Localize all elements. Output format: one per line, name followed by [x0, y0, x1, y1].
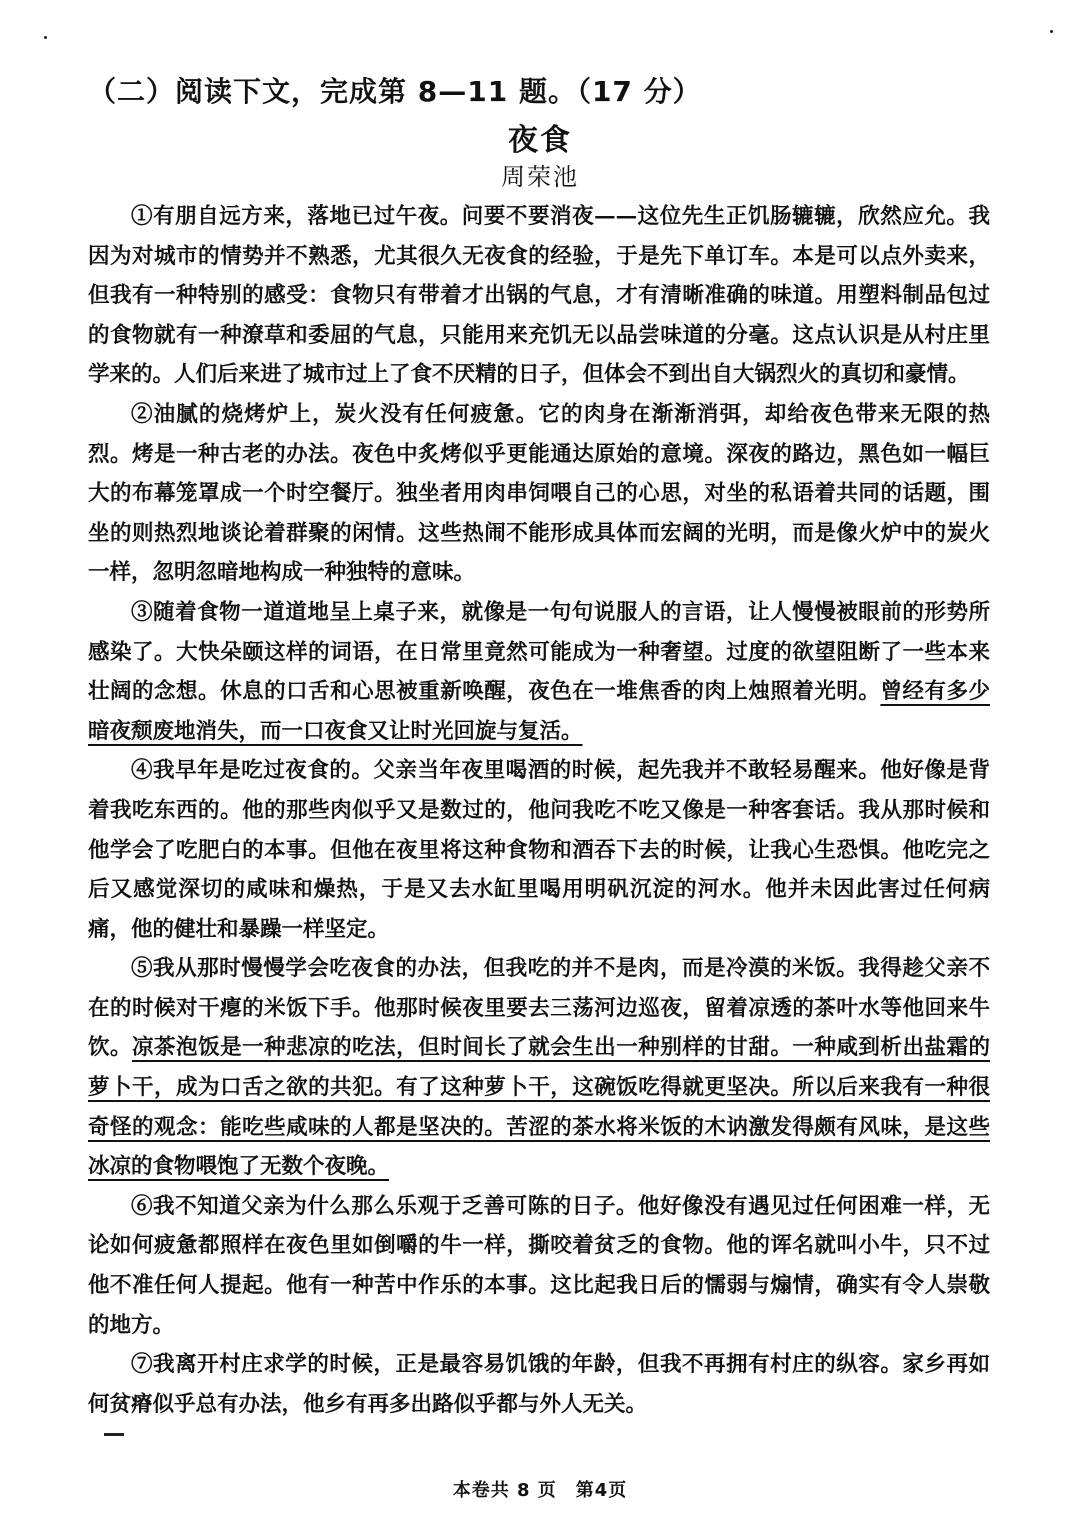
paragraph-text: ①有朋自远方来，落地已过午夜。问要不要消夜——这位先生正饥肠辘辘，欣然应允。我因为对城市的情势并不熟悉，尤其很久无夜食的经验，于是先下单订车。本是可以点外卖来，但我有一种特别的感受：食物只有带着才出锅的气息，才有清晰准确的味道。用塑料制品包过的食物就有一种潦草和委屈的气息，只能用来充饥无以品尝味道的分毫。这点认识是从村庄里学来的。人们后来进了城市过上了食不厌精的日子，但体会不到出自大锅烈火的真切和豪情。	[88, 204, 990, 388]
article-author: 周荣池	[501, 163, 579, 191]
section-heading: （二）阅读下文，完成第 8—11 题。（17 分）	[88, 75, 702, 108]
paragraph-text: ③随着食物一道道地呈上桌子来，就像是一句句说服人的言语，让人慢慢被眼前的形势所感染了。大快朵颐这样的词语，在日常里竟然可能成为一种奢望。过度的欲望阻断了一些本来壮阔的念想。休息的口舌和心思被重新唤醒，夜色在一堆焦香的肉上烛照着光明。	[88, 599, 990, 705]
paragraph-text: ⑥我不知道父亲为什么那么乐观于乏善可陈的日子。他好像没有遇见过任何困难一样，无论如何疲惫都照样在夜色里如倒嚼的牛一样，撕咬着贫乏的食物。他的诨名就叫小牛，只不过他不准任何人提起。他有一种苦中作乐的本事。这比起我日后的懦弱与煽情，确实有令人崇敬的地方。	[88, 1193, 990, 1338]
scan-speck	[44, 36, 47, 39]
article-body	[88, 197, 990, 1424]
paragraph-text: ⑦我离开村庄求学的时候，正是最容易饥饿的年龄，但我不再拥有村庄的纵容。家乡再如何贫瘠似乎总有办法，他乡有再多出路似乎都与外人无关。	[88, 1352, 990, 1417]
margin-mark	[104, 1433, 124, 1436]
paragraph-text: ②油腻的烧烤炉上，炭火没有任何疲惫。它的肉身在渐渐消弭，却给夜色带来无限的热烈。烤是一种古老的办法。夜色中炙烤似乎更能通达原始的意境。深夜的路边，黑色如一幅巨大的布幕笼罩成一个时空餐厅。独坐者用肉串饲喂自己的心思，对坐的私语着共同的话题，围坐的则热烈地谈论着群聚的闲情。这些热闹不能形成具体而宏阔的光明，而是像火炉中的炭火一样，忽明忽暗地构成一种独特的意味。	[88, 401, 990, 586]
paragraph-3	[88, 593, 990, 751]
scan-speck	[1050, 30, 1053, 33]
paragraph-text: ④我早年是吃过夜食的。父亲当年夜里喝酒的时候，起先我并不敢轻易醒来。他好像是背着我吃东西的。他的那些肉似乎又是数过的，他问我吃不吃又像是一种客套话。我从那时候和他学会了吃肥白的本事。但他在夜里将这种食物和酒吞下去的时候，让我心生恐惧。他吃完之后又感觉深切的咸味和燥热，于是又去水缸里喝用明矾沉淀的河水。他并未因此害过任何病痛，他的健壮和暴躁一样坚定。	[88, 758, 990, 942]
paragraph-2	[88, 395, 990, 593]
article-title: 夜食	[508, 123, 572, 158]
paragraph-4	[88, 751, 990, 949]
underlined-passage: 凉茶泡饭是一种悲凉的吃法，但时间长了就会生出一种别样的甘甜。一种咸到析出盐霜的萝卜干，成为口舌之欲的共犯。有了这种萝卜干，这碗饭吃得就更坚决。所以后来我有一种很奇怪的观念：能吃些咸味的人都是坚决的。苦涩的茶水将米饭的木讷激发得颇有风味，是这些冰凉的食物喂饱了无数个夜晚。	[88, 1035, 990, 1180]
underlined-sentence: 曾经有多少暗夜颓废地消失，而一口夜食又让时光回旋与复活。	[88, 679, 990, 744]
paragraph-1	[88, 197, 990, 395]
paragraph-text: ⑤我从那时慢慢学会吃夜食的办法，但我吃的并不是肉，而是冷漠的米饭。我得趁父亲不在的时候对干瘪的米饭下手。他那时候夜里要去三荡河边巡夜，留着凉透的茶叶水等他回来牛饮。	[88, 956, 990, 1061]
paragraph-6	[88, 1187, 990, 1345]
page-footer: 本卷共 8 页 第4页	[452, 1480, 628, 1501]
paragraph-7	[88, 1345, 990, 1424]
paragraph-5	[88, 949, 990, 1187]
